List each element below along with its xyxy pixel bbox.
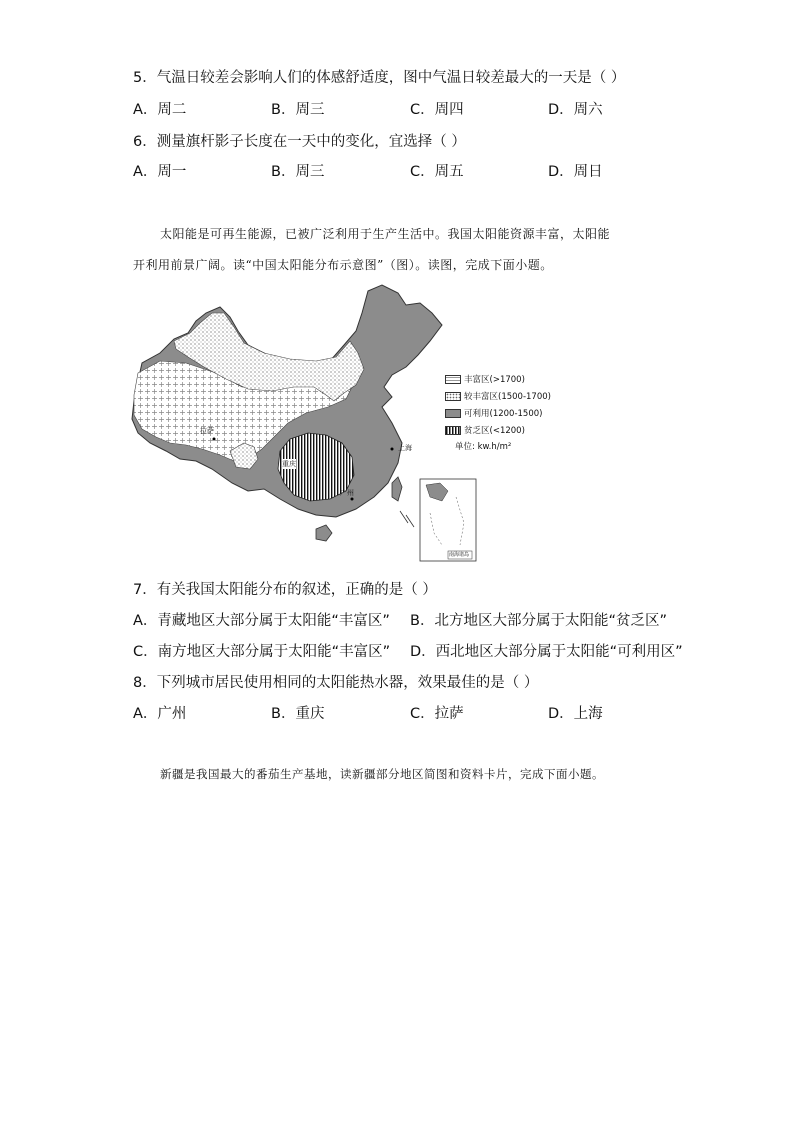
legend-swatch-more-rich [445, 392, 461, 401]
city-label-shanghai: 上海 [398, 444, 412, 452]
inset-label: 南海诸岛 [449, 552, 470, 558]
legend-item-available [445, 407, 542, 419]
intro-paragraph-line-1: 太阳能是可再生能源，已被广泛利用于生产生活中。我国太阳能资源丰富，太阳能 [160, 227, 611, 241]
q6-option-d: D．周日 [548, 164, 603, 180]
city-label-guangzhou: 广州 [340, 489, 354, 497]
question-8-stem: 8．下列城市居民使用相同的太阳能热水器，效果最佳的是（ ） [133, 675, 539, 691]
legend-label-rich: 丰富区(>1700) [464, 375, 525, 385]
q8-option-c: C．拉萨 [410, 706, 464, 722]
question-6-stem: 6．测量旗杆影子长度在一天中的变化，宜选择（ ） [133, 134, 466, 150]
legend-label-poor: 贫乏区(<1200) [464, 426, 525, 436]
q7-option-d: D．西北地区大部分属于太阳能“可利用区” [410, 644, 683, 660]
taiwan-island [392, 477, 402, 501]
intro-paragraph-2: 新疆是我国最大的番茄生产基地，读新疆部分地区简图和资料卡片，完成下面小题。 [160, 767, 604, 781]
q8-option-d: D．上海 [548, 706, 603, 722]
china-solar-map [130, 283, 551, 565]
legend-item-poor [445, 424, 525, 436]
map-graphic [130, 283, 490, 565]
legend-swatch-available [445, 409, 461, 418]
q5-option-d: D．周六 [548, 102, 603, 118]
city-label-chongqing: 重庆 [282, 460, 296, 468]
q7-option-a: A．青藏地区大部分属于太阳能“丰富区” [133, 613, 390, 629]
intro-paragraph-line-2: 开利用前景广阔。读“中国太阳能分布示意图”（图）。读图，完成下面小题。 [133, 258, 553, 272]
q7-option-b: B．北方地区大部分属于太阳能“贫乏区” [410, 613, 667, 629]
q5-option-b: B．周三 [271, 102, 325, 118]
legend-item-more-rich [445, 390, 551, 402]
q8-option-b: B．重庆 [271, 706, 325, 722]
q8-option-a: A．广州 [133, 706, 187, 722]
hainan-island [316, 525, 332, 541]
question-7-stem: 7．有关我国太阳能分布的叙述，正确的是（ ） [133, 582, 437, 598]
legend-label-more-rich: 较丰富区(1500-1700) [464, 392, 551, 402]
q6-option-a: A．周一 [133, 164, 187, 180]
q6-option-b: B．周三 [271, 164, 325, 180]
shanghai-dot [391, 448, 394, 451]
lasa-dot [213, 438, 216, 441]
legend-label-available: 可利用(1200-1500) [464, 409, 543, 419]
legend-item-rich [445, 373, 525, 385]
q7-option-c: C．南方地区大部分属于太阳能“丰富区” [133, 644, 391, 660]
q5-option-c: C．周四 [410, 102, 464, 118]
city-label-lasa: 拉萨 [200, 427, 214, 435]
question-5-stem: 5．气温日较差会影响人们的体感舒适度，图中气温日较差最大的一天是（ ） [133, 70, 626, 86]
q5-option-a: A．周二 [133, 102, 187, 118]
legend-swatch-poor [445, 426, 461, 435]
q6-option-c: C．周五 [410, 164, 464, 180]
legend-swatch-rich [445, 375, 461, 384]
legend-unit: 单位: kw.h/m² [455, 442, 512, 452]
